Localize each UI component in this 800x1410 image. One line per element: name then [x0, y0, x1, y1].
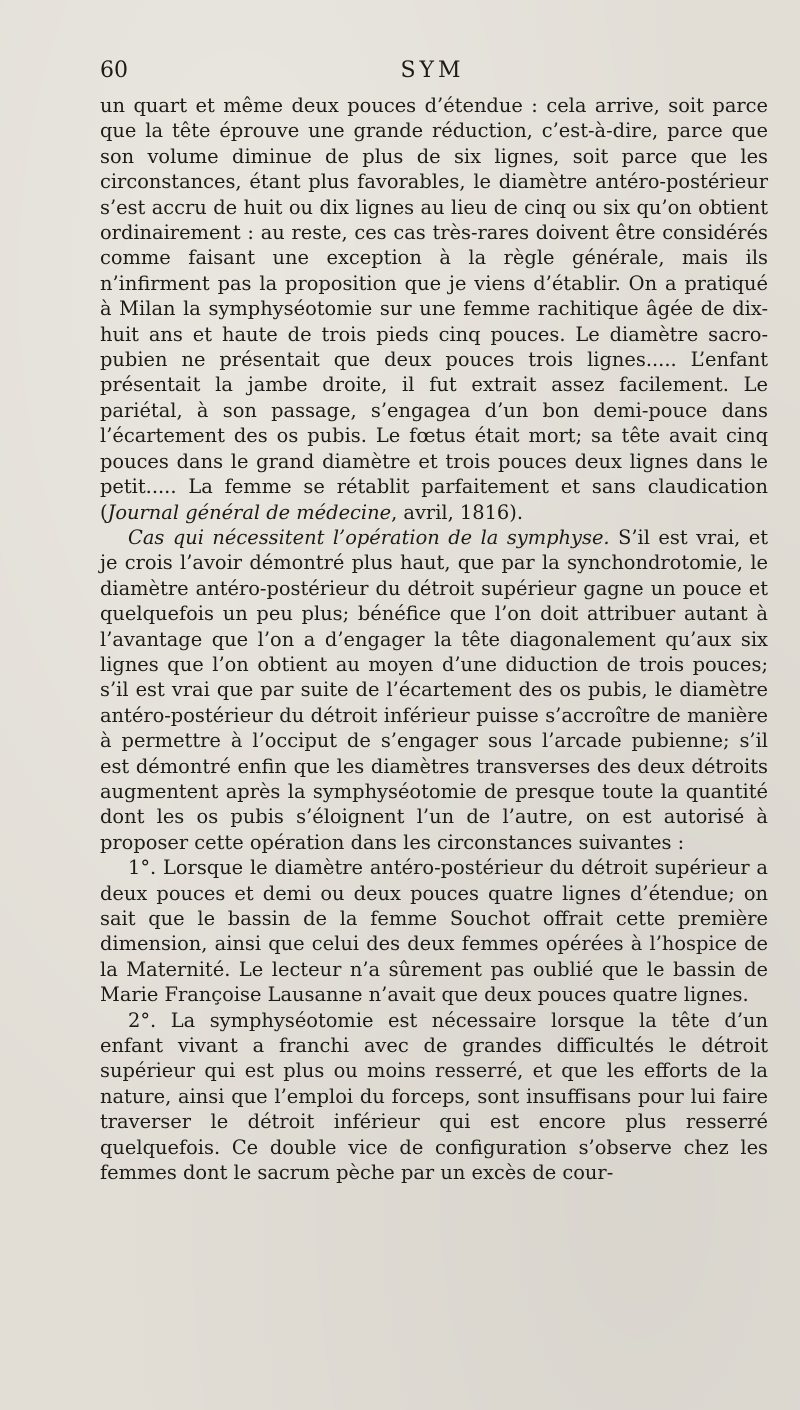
paragraph-condition-2	[100, 1008, 768, 1186]
running-head: SYM	[400, 58, 465, 83]
page-header	[100, 58, 765, 88]
citation-journal: Journal général de médecine	[107, 500, 392, 524]
paragraph-indications	[100, 525, 768, 855]
paragraph-text: S’il est vrai, et je crois l’avoir démontré plus haut, que par la synchondrotomie, le diamètre antéro-postérieur du détroit supérieur gagne un pouce et quelquefois un peu plus; bénéfice que l’on doit attribuer autant à l’avantage que l’on a d’engager la tête diagonalement qu’aux six lignes que l’on obtient au moyen d’une diduction de trois pouces; s’il est vrai que par suite de l’écartement des os pubis, le diamètre antéro-postérieur du détroit inférieur puisse s’accroître de manière à permettre à l’occiput de s’engager sous l’arcade pubienne; s’il est démontré enfin que les diamètres transverses des deux détroits augmentent après la symphyséotomie de presque toute la quantité dont les os pubis s’éloignent l’un de l’autre, on est autorisé à proposer cette opération dans les circonstances suivantes :	[100, 525, 768, 854]
paragraph-symphyseotomy-case	[100, 93, 768, 525]
paragraph-condition-1	[100, 855, 768, 1007]
paragraph-text: un quart et même deux pouces d’étendue : cela arrive, soit parce que la tête éprouve une grande réduction, c’est-à-dire, parce que son volume diminue de plus de six lignes, soit parce que les circonstances, étant plus favorables, le diamètre antéro-postérieur s’est accru de huit ou dix lignes au lieu de cinq ou six qu’on obtient ordinairement : au reste, ces cas très-rares doivent être considérés comme faisant une exception à la règle générale, mais ils n’infirment pas la proposition que je viens d’établir. On a pratiqué à Milan la symphyséotomie sur une femme rachitique âgée de dix-huit ans et haute de trois pieds cinq pouces. Le diamètre sacro-pubien ne présentait que deux pouces trois lignes..... L’enfant présentait la jambe droite, il fut extrait assez facilement. Le pariétal, à son passage, s’engagea d’un bon demi-pouce dans l’écartement des os pubis. Le fœtus était mort; sa tête avait cinq pouces dans le grand diamètre et trois pouces deux lignes dans le petit..... La femme se rétablit parfaitement et sans claudication (	[100, 94, 768, 524]
page-number: 60	[100, 58, 128, 83]
paragraph-text: 2°. La symphyséotomie est nécessaire lorsque la tête d’un enfant vivant a franchi avec de grandes difficultés le détroit supérieur qui est plus ou moins resserré, et que les efforts de la nature, ainsi que l’emploi du forceps, sont insuffisans pour lui faire traverser le détroit inférieur qui est encore plus resserré quelquefois. Ce double vice de configuration s’observe chez les femmes dont le sacrum pèche par un excès de cour-	[100, 1008, 768, 1185]
page-body	[100, 93, 768, 1185]
paragraph-text: 1°. Lorsque le diamètre antéro-postérieur du détroit supérieur a deux pouces et demi ou deux pouces quatre lignes d’étendue; on sait que le bassin de la femme Souchot offrait cette première dimension, ainsi que celui des deux femmes opérées à l’hospice de la Maternité. Le lecteur n’a sûrement pas oublié que le bassin de Marie Françoise Lausanne n’avait que deux pouces quatre lignes.	[100, 856, 768, 1007]
section-heading-inline: Cas qui nécessitent l’opération de la symphyse.	[128, 525, 610, 549]
paragraph-text: , avril, 1816).	[391, 500, 523, 524]
